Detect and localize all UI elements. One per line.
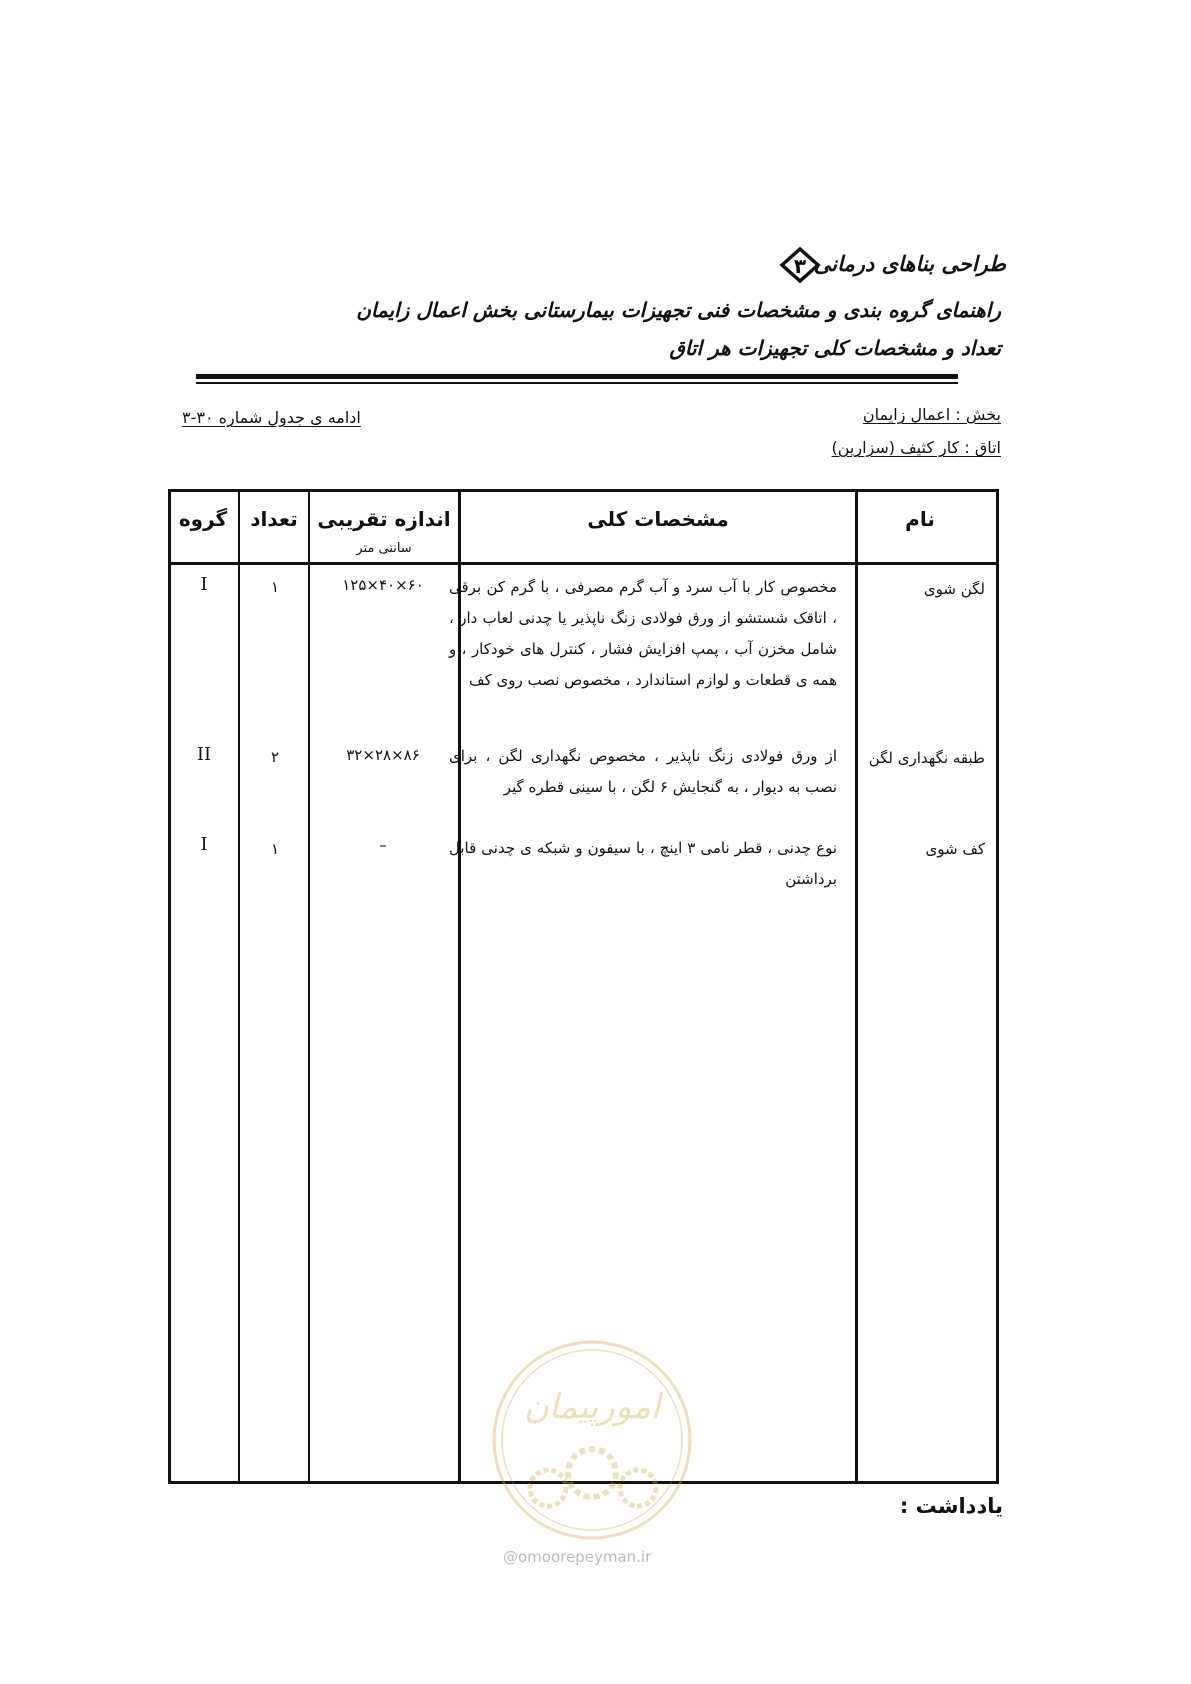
row-spec: مخصوص کار با آب سرد و آب گرم مصرفی ، با گرم کن برقی ، اتاقک شستشو از ورق فولادی زنگ ناپذیر یا چدنی لعاب دار ، شامل مخزن آب ، پمپ افزایش فشار ، کنترل های خودکار ، و همه ی قطعات و لوازم استاندارد ، مخصوص نصب روی کف [449,578,837,689]
row-spec: نوع چدنی ، قطر نامی ۳ اینچ ، با سیفون و شبکه ی چدنی قابل برداشتن [449,839,837,888]
chapter-badge-icon [778,246,822,284]
row-qty: ۱ [270,840,280,858]
row-name: طبقه نگهداری لگن [868,749,985,767]
equipment-table [168,489,999,1484]
row-size: ۸۶×۲۸×۳۲ [346,746,420,764]
table-header-divider [168,562,999,565]
header-size: اندازه تقریبی [317,507,451,531]
room-line: اتاق : کار کثیف (سزارین) [831,438,1001,457]
header-subtitle: راهنمای گروه بندی و مشخصات فنی تجهیزات بیمارستانی بخش اعمال زایمان [356,298,1001,322]
header-rule-thick [196,374,958,379]
note-label: یادداشت : [899,1494,1003,1518]
header-rule-thin [196,382,958,384]
header-title [814,252,1006,276]
watermark-logo-icon [490,1338,694,1542]
col-divider-qty [308,489,310,1484]
room-value: کار کثیف (سزارین) [831,438,960,457]
table-continuation: ادامه ی جدول شماره ۳۰-۳ [182,408,361,427]
watermark-logo-text: امورپیمان [523,1387,661,1427]
row-qty: ۱ [270,578,280,596]
col-divider-group [238,489,240,1484]
section-value: اعمال زایمان [862,405,951,424]
row-size: ۶۰×۴۰×۱۲۵ [342,576,424,594]
header-group: گروه [178,507,228,531]
header-size-unit: سانتی متر [356,541,412,556]
row-name: کف شوی [925,840,985,858]
room-label: اتاق [974,438,1001,457]
col-divider-spec [855,489,858,1484]
header-spec: مشخصات کلی [587,507,729,531]
section-label: بخش [965,405,1001,424]
row-group: II [196,744,212,765]
header-title-text: طراحی بناهای درمانی [813,252,1006,276]
watermark-url: @omoorepeyman.ir [503,1548,652,1566]
row-group: I [200,574,208,595]
header-name: نام [905,507,935,531]
chapter-badge-number: ۳ [793,254,807,278]
row-name: لگن شوی [923,580,985,598]
section-line: بخش : اعمال زایمان [862,405,1001,424]
header-qty: تعداد [250,507,298,531]
row-qty: ۲ [270,748,280,766]
row-group: I [200,834,208,855]
row-spec: از ورق فولادی زنگ ناپذیر ، مخصوص نگهداری لگن ، برای نصب به دیوار ، به گنجایش ۶ لگن ، با سینی قطره گیر [449,747,837,796]
header-subtitle-2: تعداد و مشخصات کلی تجهیزات هر اتاق [669,336,1001,360]
row-size: – [379,836,387,854]
